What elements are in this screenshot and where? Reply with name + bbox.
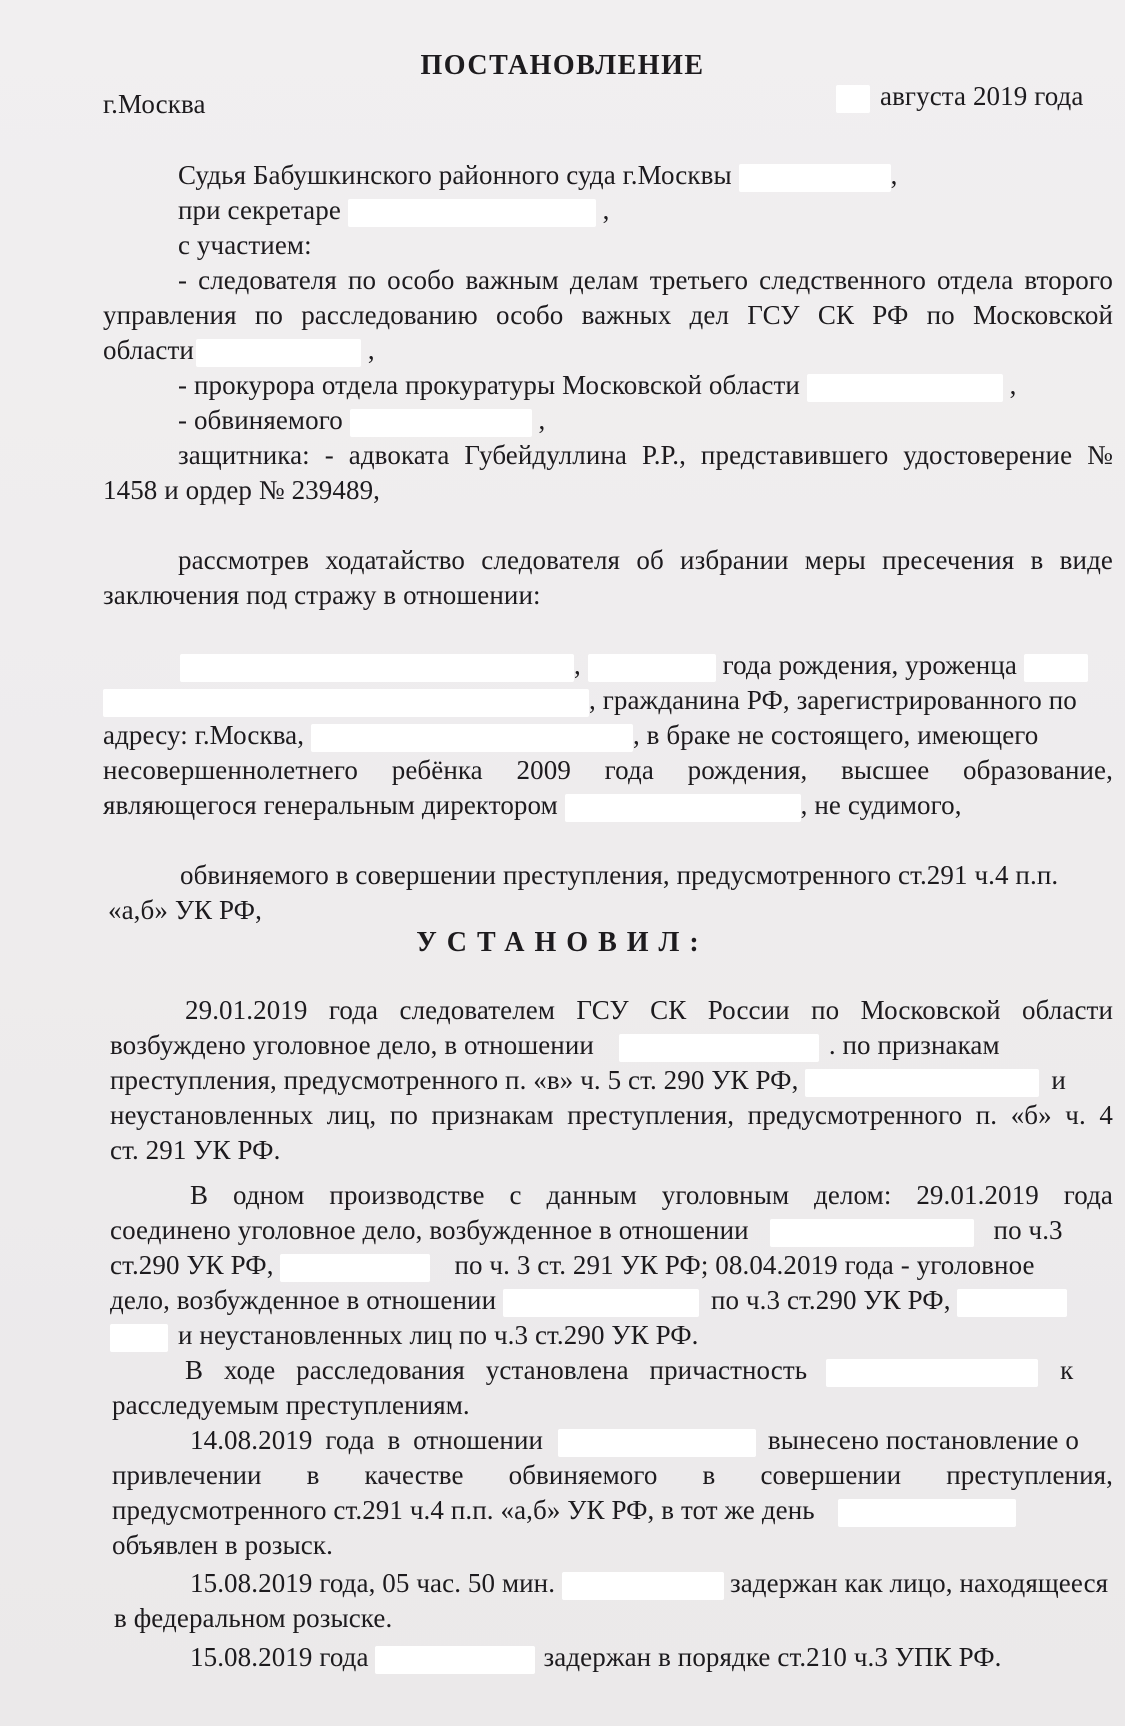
- redacted-birth-date: [588, 654, 716, 682]
- redacted-p5-person: [562, 1572, 724, 1600]
- redacted-p2-person-4: [957, 1289, 1067, 1317]
- p4-line-2: привлечении в качестве обвиняемого в совершении преступления,: [112, 1460, 1113, 1490]
- investigator-line-1: - следователя по особо важным делам третьего следственного отдела второго: [178, 265, 1113, 295]
- p1-line-2: возбуждено уголовное дело, в отношении . по признакам: [110, 1030, 1000, 1060]
- person-line-1: , года рождения, уроженца: [180, 648, 1088, 682]
- accused-in-line-1: обвиняемого в совершении преступления, предусмотренного ст.291 ч.4 п.п.: [180, 860, 1059, 890]
- redacted-prosecutor: [807, 374, 1003, 402]
- redacted-investigator: [196, 339, 361, 367]
- p2-line-1: В одном производстве с данным уголовным делом: 29.01.2019 года: [190, 1180, 1113, 1210]
- person-line-4: несовершеннолетнего ребёнка 2009 года рождения, высшее образование,: [103, 755, 1113, 785]
- participation-line: с участием:: [178, 230, 312, 260]
- redacted-birthplace-cont: [103, 689, 589, 717]
- p4-line-1: 14.08.2019 года в отношении вынесено постановление о: [190, 1425, 1079, 1455]
- redacted-p6-person: [375, 1646, 535, 1674]
- redacted-p2-person-3: [503, 1289, 699, 1317]
- section-heading: УСТАНОВИЛ:: [416, 927, 709, 958]
- redacted-p4-person-2: [838, 1499, 1016, 1527]
- p1-line-3: преступления, предусмотренного п. «в» ч. 5 ст. 290 УК РФ, и: [110, 1065, 1066, 1095]
- redacted-fullname: [180, 654, 574, 682]
- p1-line-5: ст. 291 УК РФ.: [110, 1135, 281, 1165]
- p4-line-4: объявлен в розыск.: [112, 1530, 333, 1560]
- secretary-line: при секретаре ,: [178, 195, 610, 225]
- p5-line-1: 15.08.2019 года, 05 час. 50 мин. задержан как лицо, находящееся: [190, 1568, 1109, 1598]
- person-line-2: , гражданина РФ, зарегистрированного по: [103, 683, 1077, 717]
- redacted-judge: [739, 164, 891, 192]
- investigator-line-2: управления по расследованию особо важных дел ГСУ СК РФ по Московской: [103, 300, 1113, 330]
- p4-line-3: предусмотренного ст.291 ч.4 п.п. «а,б» УК РФ, в тот же день: [112, 1493, 1016, 1527]
- redacted-p2-person-2: [280, 1254, 430, 1282]
- p3-line-2: расследуемым преступлениям.: [112, 1390, 470, 1420]
- consider-line-2: заключения под стражу в отношении:: [103, 580, 541, 610]
- accused-line: - обвиняемого ,: [178, 405, 546, 435]
- city: г.Москва: [103, 89, 206, 119]
- document-title: ПОСТАНОВЛЕНИЕ: [420, 50, 705, 81]
- redacted-day: [836, 85, 870, 113]
- judge-line: Судья Бабушкинского районного суда г.Москвы ,: [178, 160, 898, 190]
- p2-line-5: и неустановленных лиц по ч.3 ст.290 УК РФ.: [110, 1318, 699, 1352]
- p2-line-3: ст.290 УК РФ, по ч. 3 ст. 291 УК РФ; 08.04.2019 года - уголовное: [110, 1250, 1035, 1280]
- redacted-accused: [350, 409, 532, 437]
- redacted-company: [565, 794, 801, 822]
- redacted-p2-person-5: [110, 1324, 168, 1352]
- p2-line-2: соединено уголовное дело, возбужденное в отношении по ч.3: [110, 1215, 1063, 1245]
- investigator-line-3: области ,: [103, 335, 375, 365]
- p6-line-1: 15.08.2019 года задержан в порядке ст.210 ч.3 УПК РФ.: [190, 1642, 1002, 1672]
- p1-line-4: неустановленных лиц, по признакам преступления, предусмотренного п. «б» ч. 4: [110, 1100, 1113, 1130]
- p3-line-1: В ходе расследования установлена причастность к: [185, 1355, 1074, 1385]
- defender-line-1: защитника: - адвоката Губейдуллина Р.Р., представившего удостоверение №: [178, 440, 1113, 470]
- p1-line-1: 29.01.2019 года следователем ГСУ СК России по Московской области: [185, 995, 1113, 1025]
- redacted-p4-person: [558, 1429, 756, 1457]
- redacted-p1-person-2: [805, 1069, 1039, 1097]
- accused-in-line-2: «а,б» УК РФ,: [108, 895, 262, 925]
- redacted-p2-person-1: [770, 1219, 974, 1247]
- redacted-secretary: [348, 199, 596, 227]
- redacted-p1-person: [619, 1034, 819, 1062]
- consider-line-1: рассмотрев ходатайство следователя об избрании меры пресечения в виде: [178, 545, 1113, 575]
- person-line-5: являющегося генеральным директором , не судимого,: [103, 790, 962, 820]
- redacted-address: [311, 724, 633, 752]
- person-line-3: адресу: г.Москва, , в браке не состоящего, имеющего: [103, 720, 1039, 750]
- defender-line-2: 1458 и ордер № 239489,: [103, 475, 381, 505]
- document-date: [836, 79, 1083, 113]
- prosecutor-line: - прокурора отдела прокуратуры Московской области ,: [178, 370, 1017, 400]
- date-text: августа 2019 года: [880, 81, 1084, 111]
- redacted-birthplace: [1024, 654, 1088, 682]
- p2-line-4: дело, возбужденное в отношении по ч.3 ст.290 УК РФ,: [110, 1283, 1067, 1317]
- p5-line-2: в федеральном розыске.: [114, 1603, 393, 1633]
- redacted-p3-person: [826, 1359, 1038, 1387]
